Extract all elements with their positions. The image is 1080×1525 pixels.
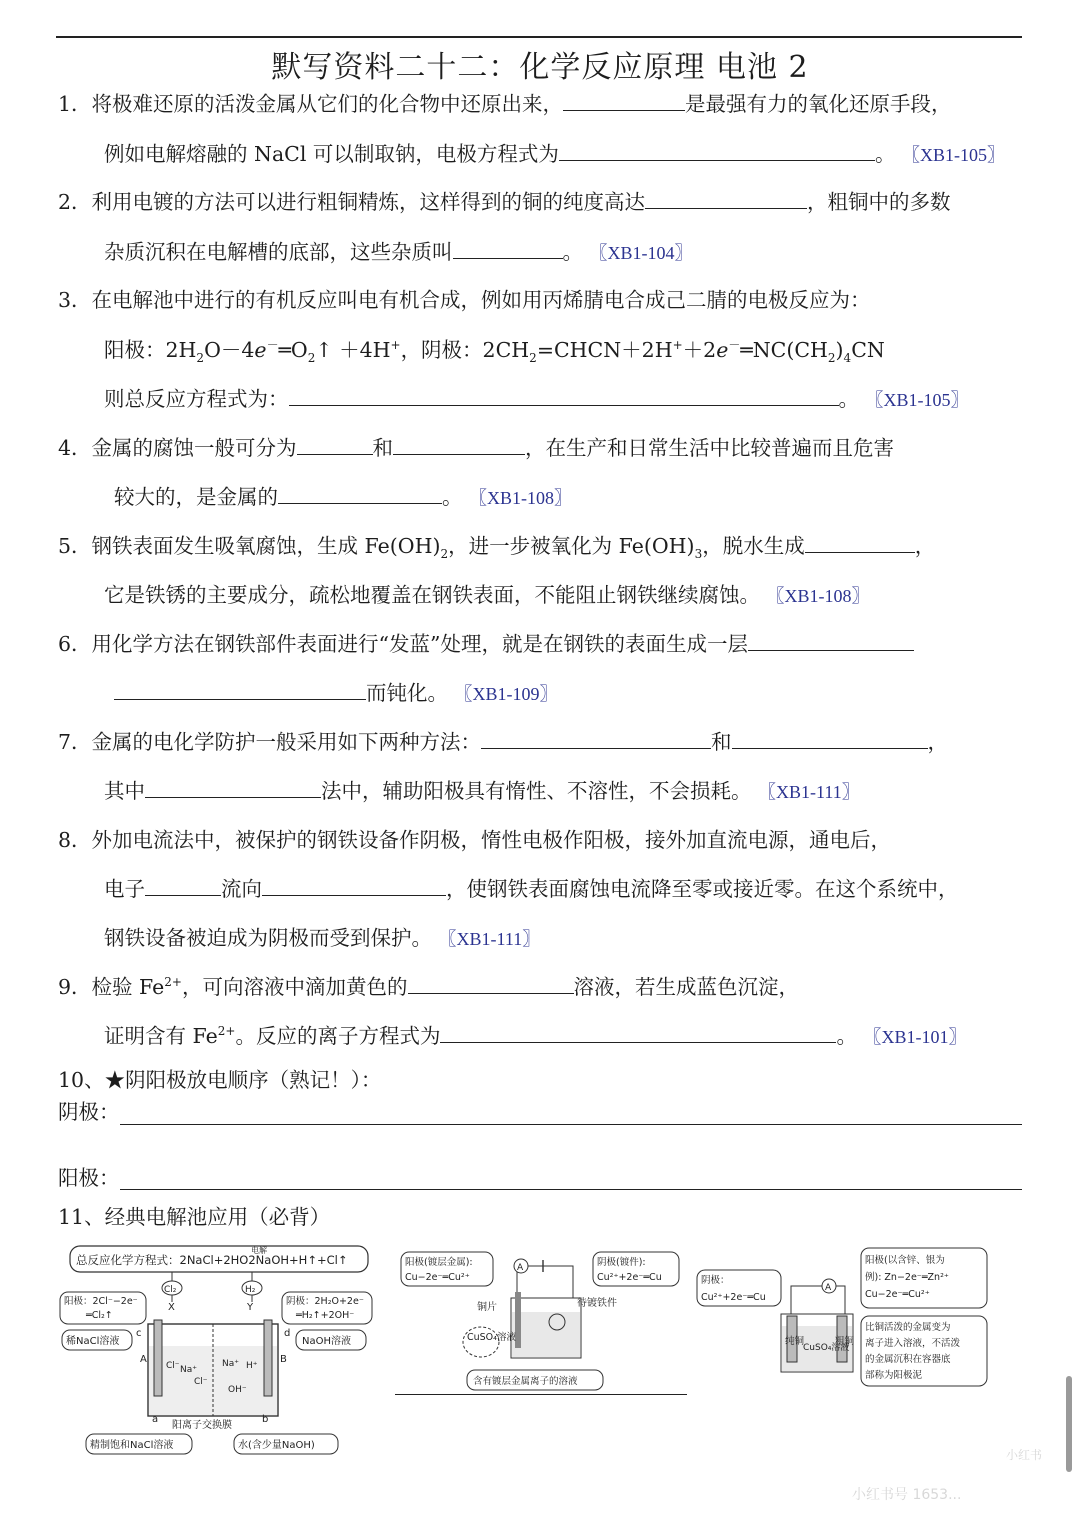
q3-eq-part: =CHCN＋2H <box>536 338 673 362</box>
outlet-y: Y <box>247 1302 254 1313</box>
plating-anode-eq: Cu−2e⁻═Cu²⁺ <box>405 1272 470 1283</box>
ion-na: Na⁺ <box>180 1365 197 1375</box>
question-9-line-1 <box>58 973 799 1001</box>
q5-sub: 2 <box>440 547 449 562</box>
question-7-line-2 <box>104 777 860 806</box>
question-9-line-2 <box>104 1022 967 1051</box>
q5-sub: 3 <box>694 547 703 562</box>
q3-electron: e <box>254 338 267 362</box>
q8-reference: 〖XB1-111〗 <box>438 929 541 949</box>
q3-eq-part: ═NC(CH <box>740 338 828 362</box>
outlet-d: d <box>284 1328 291 1339</box>
q2-text-d: 。 <box>562 240 583 264</box>
q7-and: 和 <box>711 730 732 754</box>
cl2-label: Cl₂ <box>164 1285 177 1295</box>
cathode-reaction-2: ═H₂↑+2OH⁻ <box>296 1310 355 1321</box>
top-rule <box>56 36 1022 38</box>
anode-answer-line[interactable] <box>120 1189 1022 1190</box>
q9-reference: 〖XB1-101〗 <box>863 1027 967 1047</box>
q3-eq-part: ═O <box>278 338 308 362</box>
q5-text-a: 5．钢铁表面发生吸氧腐蚀，生成 Fe(OH) <box>58 534 441 558</box>
q7-text-a: 7．金属的电化学防护一般采用如下两种方法： <box>58 730 482 754</box>
electrolysis-condition: 电解 <box>251 1246 267 1255</box>
water-label: 水(含少量NaOH) <box>238 1440 315 1451</box>
pure-copper-label: 纯铜 <box>785 1336 805 1347</box>
q1-text-a: 1．将极难还原的活泼金属从它们的化合物中还原出来， <box>58 92 564 116</box>
q1-reference: 〖XB1-105〗 <box>901 145 1005 165</box>
q8-text-a: 8．外加电流法中，被保护的钢铁设备作阴极，惰性电极作阳极，接外加直流电源，通电后， <box>58 828 892 852</box>
q8-text-b: 电子 <box>104 877 145 901</box>
q9-text-a2: ，可向溶液中滴加黄色的 <box>182 975 408 999</box>
q4-reference: 〖XB1-108〗 <box>469 488 573 508</box>
q6-reference: 〖XB1-109〗 <box>454 684 558 704</box>
q5-text-a3: ，脱水生成 <box>702 534 805 558</box>
question-6-line-1 <box>58 630 914 658</box>
q3-text-a: 3．在电解池中进行的有机反应叫电有机合成，例如用丙烯腈电合成己二腈的电极反应为： <box>58 288 871 312</box>
ion-oh: OH⁻ <box>228 1385 247 1395</box>
crude-copper-label: 粗铜 <box>835 1336 855 1347</box>
q3-blank[interactable] <box>289 385 839 406</box>
anode-mud-note-2: 离子进入溶液，不活泼 <box>865 1338 961 1349</box>
q8-text-e: 钢铁设备被迫成为阴极而受到保护。 <box>104 926 432 950</box>
q9-sup: 2+ <box>217 1024 236 1039</box>
q7-blank-1[interactable] <box>481 728 711 749</box>
ion-h: H⁺ <box>246 1361 258 1371</box>
anode-reaction-2: ═Cl₂↑ <box>86 1310 113 1321</box>
total-equation: 总反应化学方程式：2NaCl+2HO2NaOH+H↑+Cl↑ <box>76 1253 348 1267</box>
q3-sub: 2 <box>196 351 205 366</box>
anode-mud-note-3: 的金属沉积在容器底 <box>865 1354 951 1365</box>
q3-eq-part: ↑ ＋4H <box>315 338 391 362</box>
refining-anode-eq-2: Cu−2e⁻═Cu²⁺ <box>865 1289 930 1300</box>
q9-blank-1[interactable] <box>408 973 574 994</box>
plated-part-label: 待镀铁件 <box>577 1298 617 1309</box>
q5-text-b: 它是铁锈的主要成分，疏松地覆盖在钢铁表面，不能阻止钢铁继续腐蚀。 <box>104 583 760 607</box>
h2-label: H₂ <box>245 1285 256 1295</box>
ion-na-2: Na⁺ <box>222 1359 239 1369</box>
question-2-line-1 <box>58 188 951 216</box>
q1-blank-1[interactable] <box>563 90 685 111</box>
q3-text-d: 。 <box>838 387 859 411</box>
refining-anode-label: 阳极(以含锌、银为 <box>865 1255 945 1266</box>
q3-sup: － <box>266 338 279 353</box>
electrode-a: A <box>140 1354 147 1365</box>
question-4-line-1 <box>58 434 894 462</box>
plating-solution <box>512 1312 580 1357</box>
q5-text-a2: ，进一步被氧化为 Fe(OH) <box>448 534 695 558</box>
q9-text-b: 证明含有 Fe <box>104 1024 218 1048</box>
question-3-line-1 <box>58 286 871 314</box>
q9-text-d: 。 <box>836 1024 857 1048</box>
question-8-line-1 <box>58 826 891 854</box>
q7-text-b: 其中 <box>104 779 145 803</box>
q1-text-c: 例如电解熔融的 NaCl 可以制取钠，电极方程式为 <box>104 142 559 166</box>
electroplating-diagram <box>395 1248 695 1398</box>
q3-eq-part: ＋2 <box>682 338 717 362</box>
q8-text-c: 流向 <box>221 877 262 901</box>
q3-sub: 2 <box>827 351 836 366</box>
q2-text-b: ，粗铜中的多数 <box>807 190 951 214</box>
refining-cathode-label: 阴极： <box>701 1275 730 1286</box>
inlet-a: a <box>152 1414 159 1425</box>
q4-text-b: ，在生产和日常生活中比较普遍而且危害 <box>525 436 895 460</box>
q3-eq-part: ，阴极：2CH <box>400 338 530 362</box>
q3-sub: 4 <box>843 351 852 366</box>
q4-blank-1[interactable] <box>297 434 373 455</box>
q8-blank-1[interactable] <box>145 875 221 896</box>
outlet-c: c <box>136 1328 142 1339</box>
plating-cathode-eq: Cu²⁺+2e⁻═Cu <box>597 1272 662 1283</box>
q9-text-a: 9．检验 Fe <box>58 975 165 999</box>
copper-refining-diagram <box>693 1246 993 1392</box>
chlor-alkali-diagram <box>56 1240 376 1462</box>
diagram2-underline <box>395 1394 687 1395</box>
q3-eq-part: ) <box>835 338 844 362</box>
anode-mud-note-4: 部称为阳极泥 <box>865 1370 923 1381</box>
question-4-line-2 <box>114 483 572 512</box>
ion-cl: Cl⁻ <box>166 1361 180 1371</box>
q4-and: 和 <box>372 436 394 460</box>
q4-blank-3[interactable] <box>278 483 442 504</box>
question-8-line-2 <box>104 875 959 903</box>
refining-ammeter-label: A <box>825 1283 832 1293</box>
watermark-user: 小红书号 1653... <box>852 1487 962 1503</box>
naoh-label: NaOH溶液 <box>302 1336 351 1347</box>
q5-reference: 〖XB1-108〗 <box>766 586 870 606</box>
q3-sub: 2 <box>529 351 537 366</box>
q2-text-a: 2．利用电镀的方法可以进行粗铜精炼，这样得到的铜的纯度高达 <box>58 190 646 214</box>
watermark-logo: 小红书 <box>1006 1448 1043 1462</box>
question-3-equations <box>104 336 885 364</box>
q3-eq-part: O－4 <box>204 338 255 362</box>
question-2-line-2 <box>104 238 693 267</box>
q6-blank-1[interactable] <box>748 630 914 651</box>
q8-blank-2[interactable] <box>262 875 446 896</box>
page-title: 默写资料二十二：化学反应原理 电池 2 <box>271 50 809 85</box>
dilute-nacl-label: 稀NaCl溶液 <box>66 1336 120 1347</box>
question-7-line-1 <box>58 728 948 756</box>
refining-cuso4-label: CuSO₄溶液 <box>803 1343 850 1353</box>
q3-sup: － <box>728 338 741 353</box>
q2-blank-2[interactable] <box>453 238 563 259</box>
q7-blank-2[interactable] <box>732 728 928 749</box>
q1-blank-2[interactable] <box>559 140 875 161</box>
q4-text-d: 。 <box>442 485 463 509</box>
q4-blank-2[interactable] <box>393 434 525 455</box>
q8-text-d: ，使钢铁表面腐蚀电流降至零或接近零。在这个系统中， <box>446 877 959 901</box>
q3-electron: e <box>716 338 729 362</box>
refining-cathode-eq: Cu²⁺+2e⁻═Cu <box>701 1292 766 1303</box>
question-1-line-2 <box>104 140 1005 169</box>
q4-text-a: 4．金属的腐蚀一般可分为 <box>58 436 297 460</box>
question-6-line-2 <box>114 679 558 708</box>
q7-text-c: 法中，辅助阳极具有惰性、不溶性，不会损耗。 <box>321 779 752 803</box>
plating-cathode-label: 阴极(镀件): <box>597 1257 646 1268</box>
anode-electrode <box>154 1320 162 1396</box>
cuso4-label: CuSO₄溶液 <box>467 1332 516 1343</box>
anode-label: 阳极： <box>58 1166 120 1190</box>
q3-reference: 〖XB1-105〗 <box>865 390 969 410</box>
q7-blank-3[interactable] <box>145 777 321 798</box>
q3-text-c: 则总反应方程式为： <box>104 387 289 411</box>
question-5-line-1 <box>58 532 935 560</box>
q2-reference: 〖XB1-104〗 <box>589 243 693 263</box>
scrollbar[interactable] <box>1066 1376 1072 1472</box>
anode-mud-note-1: 比铜活泼的金属变为 <box>865 1322 951 1333</box>
q2-text-c: 杂质沉积在电解槽的底部，这些杂质叫 <box>104 240 453 264</box>
q6-text-a: 6．用化学方法在钢铁部件表面进行“发蓝”处理，就是在钢铁的表面生成一层 <box>58 632 749 656</box>
question-5-line-2 <box>104 581 870 610</box>
q4-text-c: 较大的，是金属的 <box>114 485 278 509</box>
q2-blank-1[interactable] <box>645 188 807 209</box>
q9-sup: 2+ <box>164 975 182 990</box>
refining-anode-eq-1: 例): Zn−2e⁻═Zn²⁺ <box>865 1272 949 1283</box>
q3-sup: + <box>390 338 401 353</box>
q9-blank-2[interactable] <box>440 1022 836 1043</box>
q7-comma: ， <box>927 730 949 754</box>
q5-text-a4: ， <box>914 534 936 558</box>
ion-cl-2: Cl⁻ <box>194 1377 208 1387</box>
question-1-line-1 <box>58 90 952 118</box>
cathode-reaction: 阴极：2H₂O+2e⁻ <box>286 1296 364 1307</box>
anode-reaction: 阳极：2Cl⁻−2e⁻ <box>64 1296 138 1307</box>
ammeter-label: A <box>517 1263 524 1273</box>
inlet-b: b <box>262 1414 269 1425</box>
q5-blank[interactable] <box>805 532 915 553</box>
question-8-line-3 <box>104 924 540 953</box>
refining-circuit <box>791 1286 845 1314</box>
q6-text-b: 而钝化。 <box>366 681 448 705</box>
membrane-label: 阳离子交换膜 <box>172 1420 232 1431</box>
plating-anode-label: 阳极(镀层金属): <box>405 1257 473 1268</box>
q7-reference: 〖XB1-111〗 <box>758 782 860 802</box>
q3-eq-part: CN <box>851 338 885 362</box>
electrode-b: B <box>280 1354 287 1365</box>
cathode-label: 阴极： <box>58 1100 120 1124</box>
plating-bottom-label: 含有镀层金属离子的溶液 <box>473 1376 578 1387</box>
q9-text-a3: 溶液，若生成蓝色沉淀， <box>573 975 799 999</box>
cathode-electrode <box>264 1320 272 1396</box>
copper-label: 铜片 <box>477 1302 497 1313</box>
outlet-x: X <box>168 1302 175 1313</box>
saturated-nacl-label: 精制饱和NaCl溶液 <box>90 1440 174 1451</box>
question-11-title: 11、经典电解池应用（必背） <box>58 1205 331 1229</box>
q6-blank-2[interactable] <box>114 679 366 700</box>
q9-text-b2: 。反应的离子方程式为 <box>235 1024 441 1048</box>
q3-sup: + <box>672 338 683 353</box>
question-3-line-3 <box>104 385 969 414</box>
q3-eq-part: 阳极：2H <box>104 338 197 362</box>
q3-sub: 2 <box>307 351 316 366</box>
question-10-title: 10、★阴阳极放电顺序（熟记！）： <box>58 1068 382 1092</box>
cathode-answer-line[interactable] <box>120 1124 1022 1125</box>
q1-text-b: 是最强有力的氧化还原手段， <box>685 92 952 116</box>
q1-text-d: 。 <box>874 142 896 166</box>
